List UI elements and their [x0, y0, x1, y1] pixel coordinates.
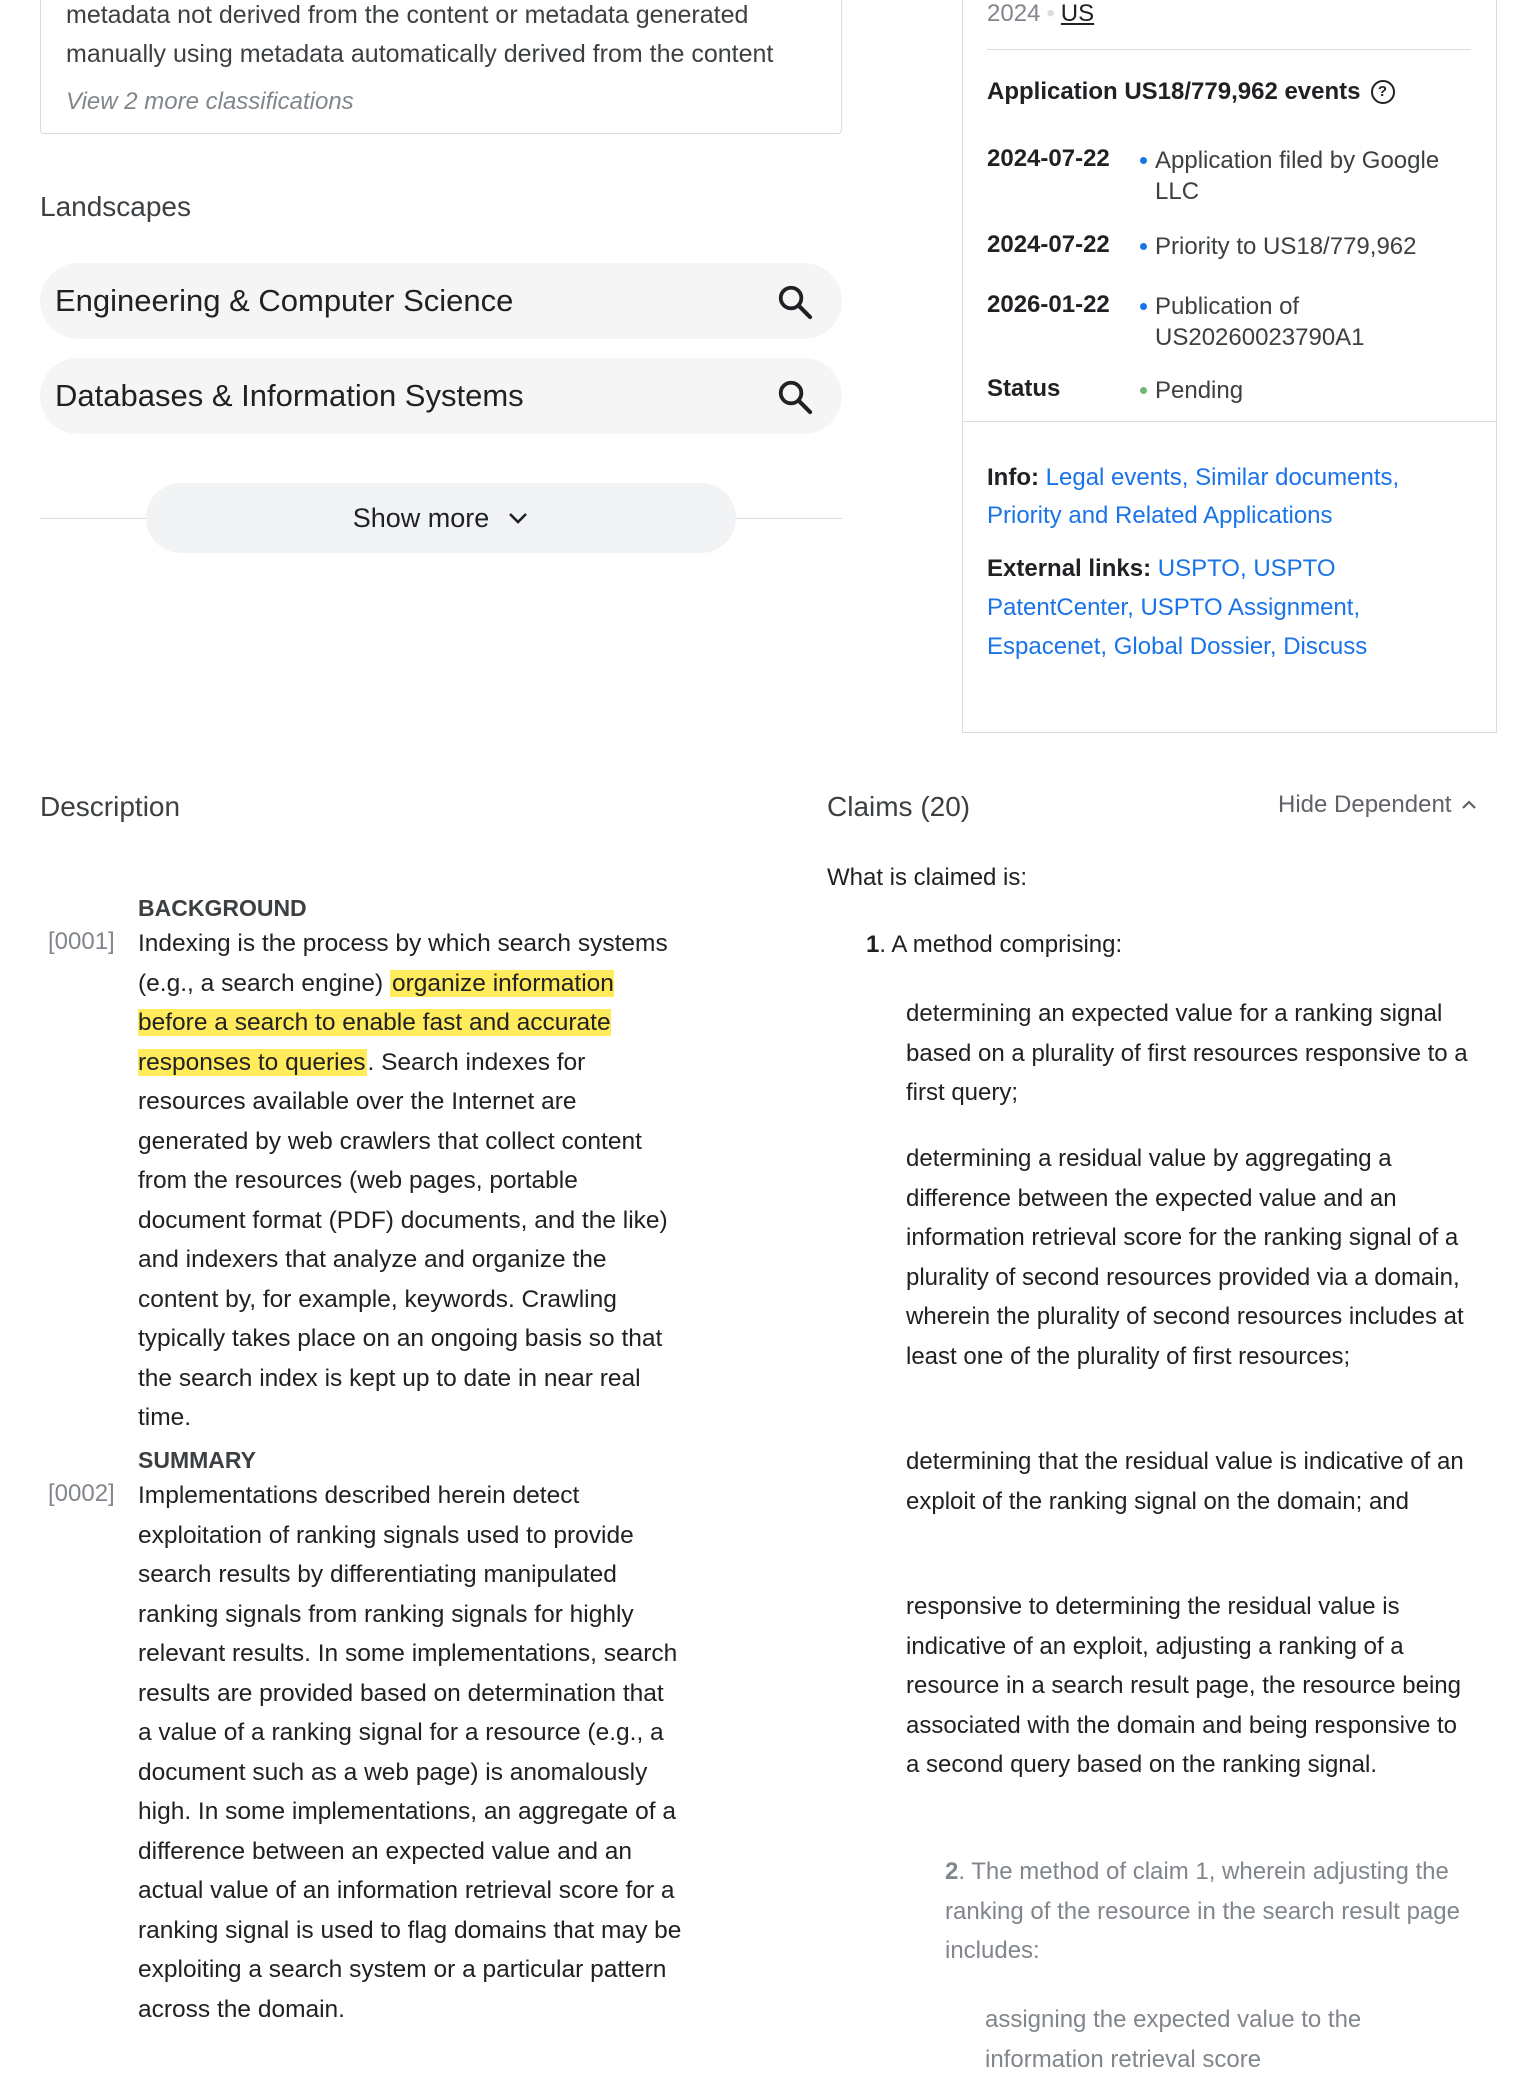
- uspto-assignment-link[interactable]: USPTO Assignment: [1140, 594, 1354, 621]
- year-country-row: [987, 0, 1094, 28]
- timeline-dot: [1140, 157, 1147, 164]
- paragraph-number: [0002]: [48, 1480, 115, 1507]
- status-dot: [1140, 387, 1147, 394]
- classification-text: metadata not derived from the content or metadata generated manually using metadata automatically derived from the content: [66, 1, 774, 68]
- status-label: Status: [987, 375, 1061, 402]
- year-separator: •: [1046, 0, 1055, 27]
- claim-element: determining a residual value by aggregating a difference between the expected value and an information retrieval score for the ranking signal of a plurality of second resources provided via a domain, wherein the plurality of second resources includes at least one of the plurality of first resources;: [906, 1145, 1464, 1370]
- event-row: [987, 291, 1477, 353]
- event-text: Publication of US20260023790A1: [1155, 293, 1365, 351]
- claim-number: 1: [866, 931, 880, 958]
- claim-2: [945, 1852, 1475, 1971]
- landscapes-title: Landscapes: [40, 191, 192, 222]
- hide-dependent-button[interactable]: [1278, 791, 1477, 819]
- paragraph-number: [0001]: [48, 928, 115, 955]
- legal-events-link[interactable]: Legal events: [1045, 464, 1182, 491]
- claim-text: . The method of claim 1, wherein adjusting the ranking of the resource in the search result page includes:: [945, 1858, 1460, 1964]
- claims-intro: What is claimed is:: [827, 864, 1028, 891]
- landscape-item[interactable]: [40, 263, 842, 339]
- paragraph-text: Indexing is the process by which search systems (e.g., a search engine): [138, 930, 668, 997]
- event-text: Priority to US18/779,962: [1155, 233, 1417, 260]
- landscape-item[interactable]: [40, 358, 842, 434]
- event-date: 2024-07-22: [987, 145, 1110, 172]
- timeline-dot: [1140, 303, 1147, 310]
- chevron-up-icon: [1461, 800, 1477, 810]
- event-row: [987, 145, 1477, 207]
- info-label: Info:: [987, 464, 1039, 491]
- landscape-label: Databases & Information Systems: [55, 378, 524, 413]
- show-more-label: Show more: [352, 502, 490, 533]
- timeline-dot: [1140, 243, 1147, 250]
- help-icon[interactable]: ?: [1371, 80, 1395, 104]
- events-card: [962, 0, 1497, 733]
- external-links-label: External links:: [987, 555, 1152, 582]
- priority-related-link[interactable]: Priority and Related Applications: [987, 502, 1333, 529]
- events-title-text: Application US18/779,962 events: [987, 78, 1361, 105]
- event-date: 2024-07-22: [987, 231, 1110, 258]
- divider: [987, 49, 1471, 50]
- highlighted-text: organize information before a search to enable fast and accurate responses to queries: [138, 969, 614, 1076]
- landscape-label: Engineering & Computer Science: [55, 283, 514, 318]
- event-row: [987, 231, 1477, 262]
- claim-element: assigning the expected value to the information retrieval score: [985, 2006, 1362, 2073]
- event-text: Application filed by Google LLC: [1155, 147, 1440, 205]
- show-more-button[interactable]: [146, 483, 736, 553]
- espacenet-link[interactable]: Espacenet: [987, 633, 1101, 660]
- info-links: Info: Legal events, Similar documents, Priority and Related Applications: [987, 464, 1400, 529]
- claim-element: determining that the residual value is indicative of an exploit of the ranking signal on the domain; and: [906, 1448, 1464, 1515]
- claims-title: Claims (20): [827, 791, 971, 822]
- uspto-link[interactable]: USPTO: [1157, 555, 1240, 582]
- country-link[interactable]: US: [1060, 0, 1095, 27]
- year-label: 2024: [987, 0, 1041, 27]
- hide-dependent-label: Hide Dependent: [1278, 791, 1452, 818]
- uspto-patentcenter-link[interactable]: USPTO PatentCenter: [987, 555, 1336, 621]
- classifications-card: [40, 0, 842, 134]
- view-more-classifications-link[interactable]: View 2 more classifications: [66, 88, 354, 115]
- description-paragraph: Implementations described herein detect exploitation of ranking signals used to provide search results by differentiating manipulated ranking signals from ranking signals for highly relevant results. In some implementations, search results are provided based on determination that a value of a ranking signal for a resource (e.g., a document such as a web page) is anomalously high. In some implementations, an aggregate of a difference between an expected value and an actual value of an information retrieval score for a ranking signal is used to flag domains that may be exploiting a search system or a particular pattern across the domain.: [138, 1482, 682, 2023]
- search-icon[interactable]: [776, 378, 814, 416]
- description-paragraph: [138, 924, 683, 1438]
- divider: [963, 421, 1496, 422]
- claim-element: determining an expected value for a ranking signal based on a plurality of first resources responsive to a first query;: [906, 1000, 1468, 1106]
- status-value: Pending: [1155, 377, 1244, 404]
- search-icon[interactable]: [776, 283, 814, 321]
- external-links: External links: USPTO, USPTO PatentCenter, USPTO Assignment, Espacenet, Global Dossier, Discuss: [987, 555, 1368, 660]
- chevron-down-icon: [507, 511, 529, 525]
- background-heading: BACKGROUND: [138, 895, 307, 921]
- claim-1-header: [866, 931, 1122, 959]
- similar-documents-link[interactable]: Similar documents: [1195, 464, 1393, 491]
- global-dossier-link[interactable]: Global Dossier: [1113, 633, 1270, 660]
- claim-number: 2: [945, 1858, 959, 1885]
- event-date: 2026-01-22: [987, 291, 1110, 318]
- events-title: [987, 78, 1395, 106]
- status-row: [987, 375, 1477, 406]
- description-title: Description: [40, 791, 181, 822]
- claim-element: responsive to determining the residual value is indicative of an exploit, adjusting a ranking of a resource in a search result page, the resource being associated with the domain and being responsive to a second query based on the ranking signal.: [906, 1593, 1461, 1778]
- paragraph-text: . Search indexes for resources available over the Internet are generated by web crawlers that collect content from the resources (web pages, portable document format (PDF) documents, and the like) and indexers that analyze and organize the content by, for example, keywords. Crawling typically takes place on an ongoing basis so that the search index is kept up to date in near real time.: [138, 1048, 668, 1431]
- discuss-link[interactable]: Discuss: [1283, 633, 1368, 660]
- summary-heading: SUMMARY: [138, 1447, 256, 1473]
- claim-lead: . A method comprising:: [879, 931, 1123, 958]
